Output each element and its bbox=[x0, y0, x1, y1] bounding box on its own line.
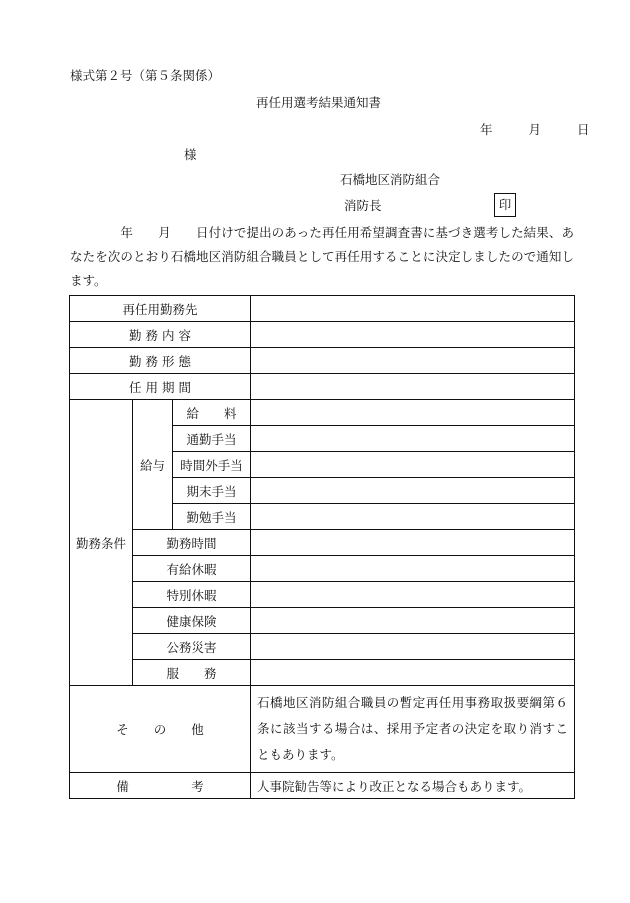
table-row bbox=[70, 686, 575, 773]
salary-item-label: 期末手当 bbox=[173, 478, 251, 504]
condition-item-value bbox=[251, 556, 575, 582]
body-paragraph: 年 月 日付けで提出のあった再任用希望調査書に基づき選考した結果、あなたを次のとおり石橋地区消防組合職員として再任用することに決定しましたので通知します。 bbox=[70, 225, 574, 288]
seal-mark: 印 bbox=[494, 193, 516, 217]
workplace-label: 再任用勤務先 bbox=[70, 296, 251, 322]
salary-item-label: 時間外手当 bbox=[173, 452, 251, 478]
table-row bbox=[70, 608, 575, 634]
salary-item-value bbox=[251, 504, 575, 530]
form-number: 様式第２号（第５条関係） bbox=[70, 68, 221, 83]
duties-label: 勤 務 内 容 bbox=[70, 322, 251, 348]
others-label: そ の 他 bbox=[70, 686, 251, 773]
salary-item-label: 給 料 bbox=[173, 400, 251, 426]
conditions-label: 勤務条件 bbox=[70, 400, 133, 686]
term-value bbox=[251, 374, 575, 400]
remarks-label: 備 考 bbox=[70, 773, 251, 799]
others-text: 石橋地区消防組合職員の暫定再任用事務取扱要綱第６条に該当する場合は、採用予定者の決定を取り消すこともあります。 bbox=[251, 686, 575, 773]
term-label: 任 用 期 間 bbox=[70, 374, 251, 400]
condition-item-value bbox=[251, 608, 575, 634]
remarks-text: 人事院勧告等により改正となる場合もあります。 bbox=[251, 773, 575, 799]
table-row bbox=[70, 296, 575, 322]
salary-item-label: 勤勉手当 bbox=[173, 504, 251, 530]
condition-item-value bbox=[251, 530, 575, 556]
condition-item-value bbox=[251, 660, 575, 686]
condition-item-label: 特別休暇 bbox=[133, 582, 251, 608]
table-row bbox=[70, 348, 575, 374]
condition-item-label: 勤務時間 bbox=[133, 530, 251, 556]
issuer-org: 石橋地区消防組合 bbox=[340, 172, 441, 187]
table-row bbox=[70, 556, 575, 582]
work-form-value bbox=[251, 348, 575, 374]
condition-item-label: 健康保険 bbox=[133, 608, 251, 634]
date-year-label: 年 bbox=[480, 122, 493, 137]
condition-item-label: 有給休暇 bbox=[133, 556, 251, 582]
workplace-value bbox=[251, 296, 575, 322]
duties-value bbox=[251, 322, 575, 348]
salary-item-label: 通勤手当 bbox=[173, 426, 251, 452]
table-row bbox=[70, 660, 575, 686]
table-row bbox=[70, 400, 575, 426]
salary-item-value bbox=[251, 452, 575, 478]
condition-item-value bbox=[251, 582, 575, 608]
issuer-title: 消防長 bbox=[344, 198, 382, 213]
date-month-label: 月 bbox=[528, 122, 541, 137]
date-day-label: 日 bbox=[576, 122, 590, 137]
condition-item-value bbox=[251, 634, 575, 660]
salary-item-value bbox=[251, 400, 575, 426]
table-row bbox=[70, 322, 575, 348]
condition-item-label: 服 務 bbox=[133, 660, 251, 686]
document-title: 再任用選考結果通知書 bbox=[256, 95, 382, 110]
table-row bbox=[70, 582, 575, 608]
table-row bbox=[70, 530, 575, 556]
table-row bbox=[70, 634, 575, 660]
date-line bbox=[480, 124, 589, 137]
salary-item-value bbox=[251, 478, 575, 504]
table-row bbox=[70, 773, 575, 799]
addressee-suffix: 様 bbox=[184, 147, 197, 162]
salary-group-label: 給与 bbox=[133, 400, 173, 530]
salary-item-value bbox=[251, 426, 575, 452]
work-form-label: 勤 務 形 態 bbox=[70, 348, 251, 374]
conditions-table bbox=[69, 295, 575, 799]
table-row bbox=[70, 374, 575, 400]
condition-item-label: 公務災害 bbox=[133, 634, 251, 660]
